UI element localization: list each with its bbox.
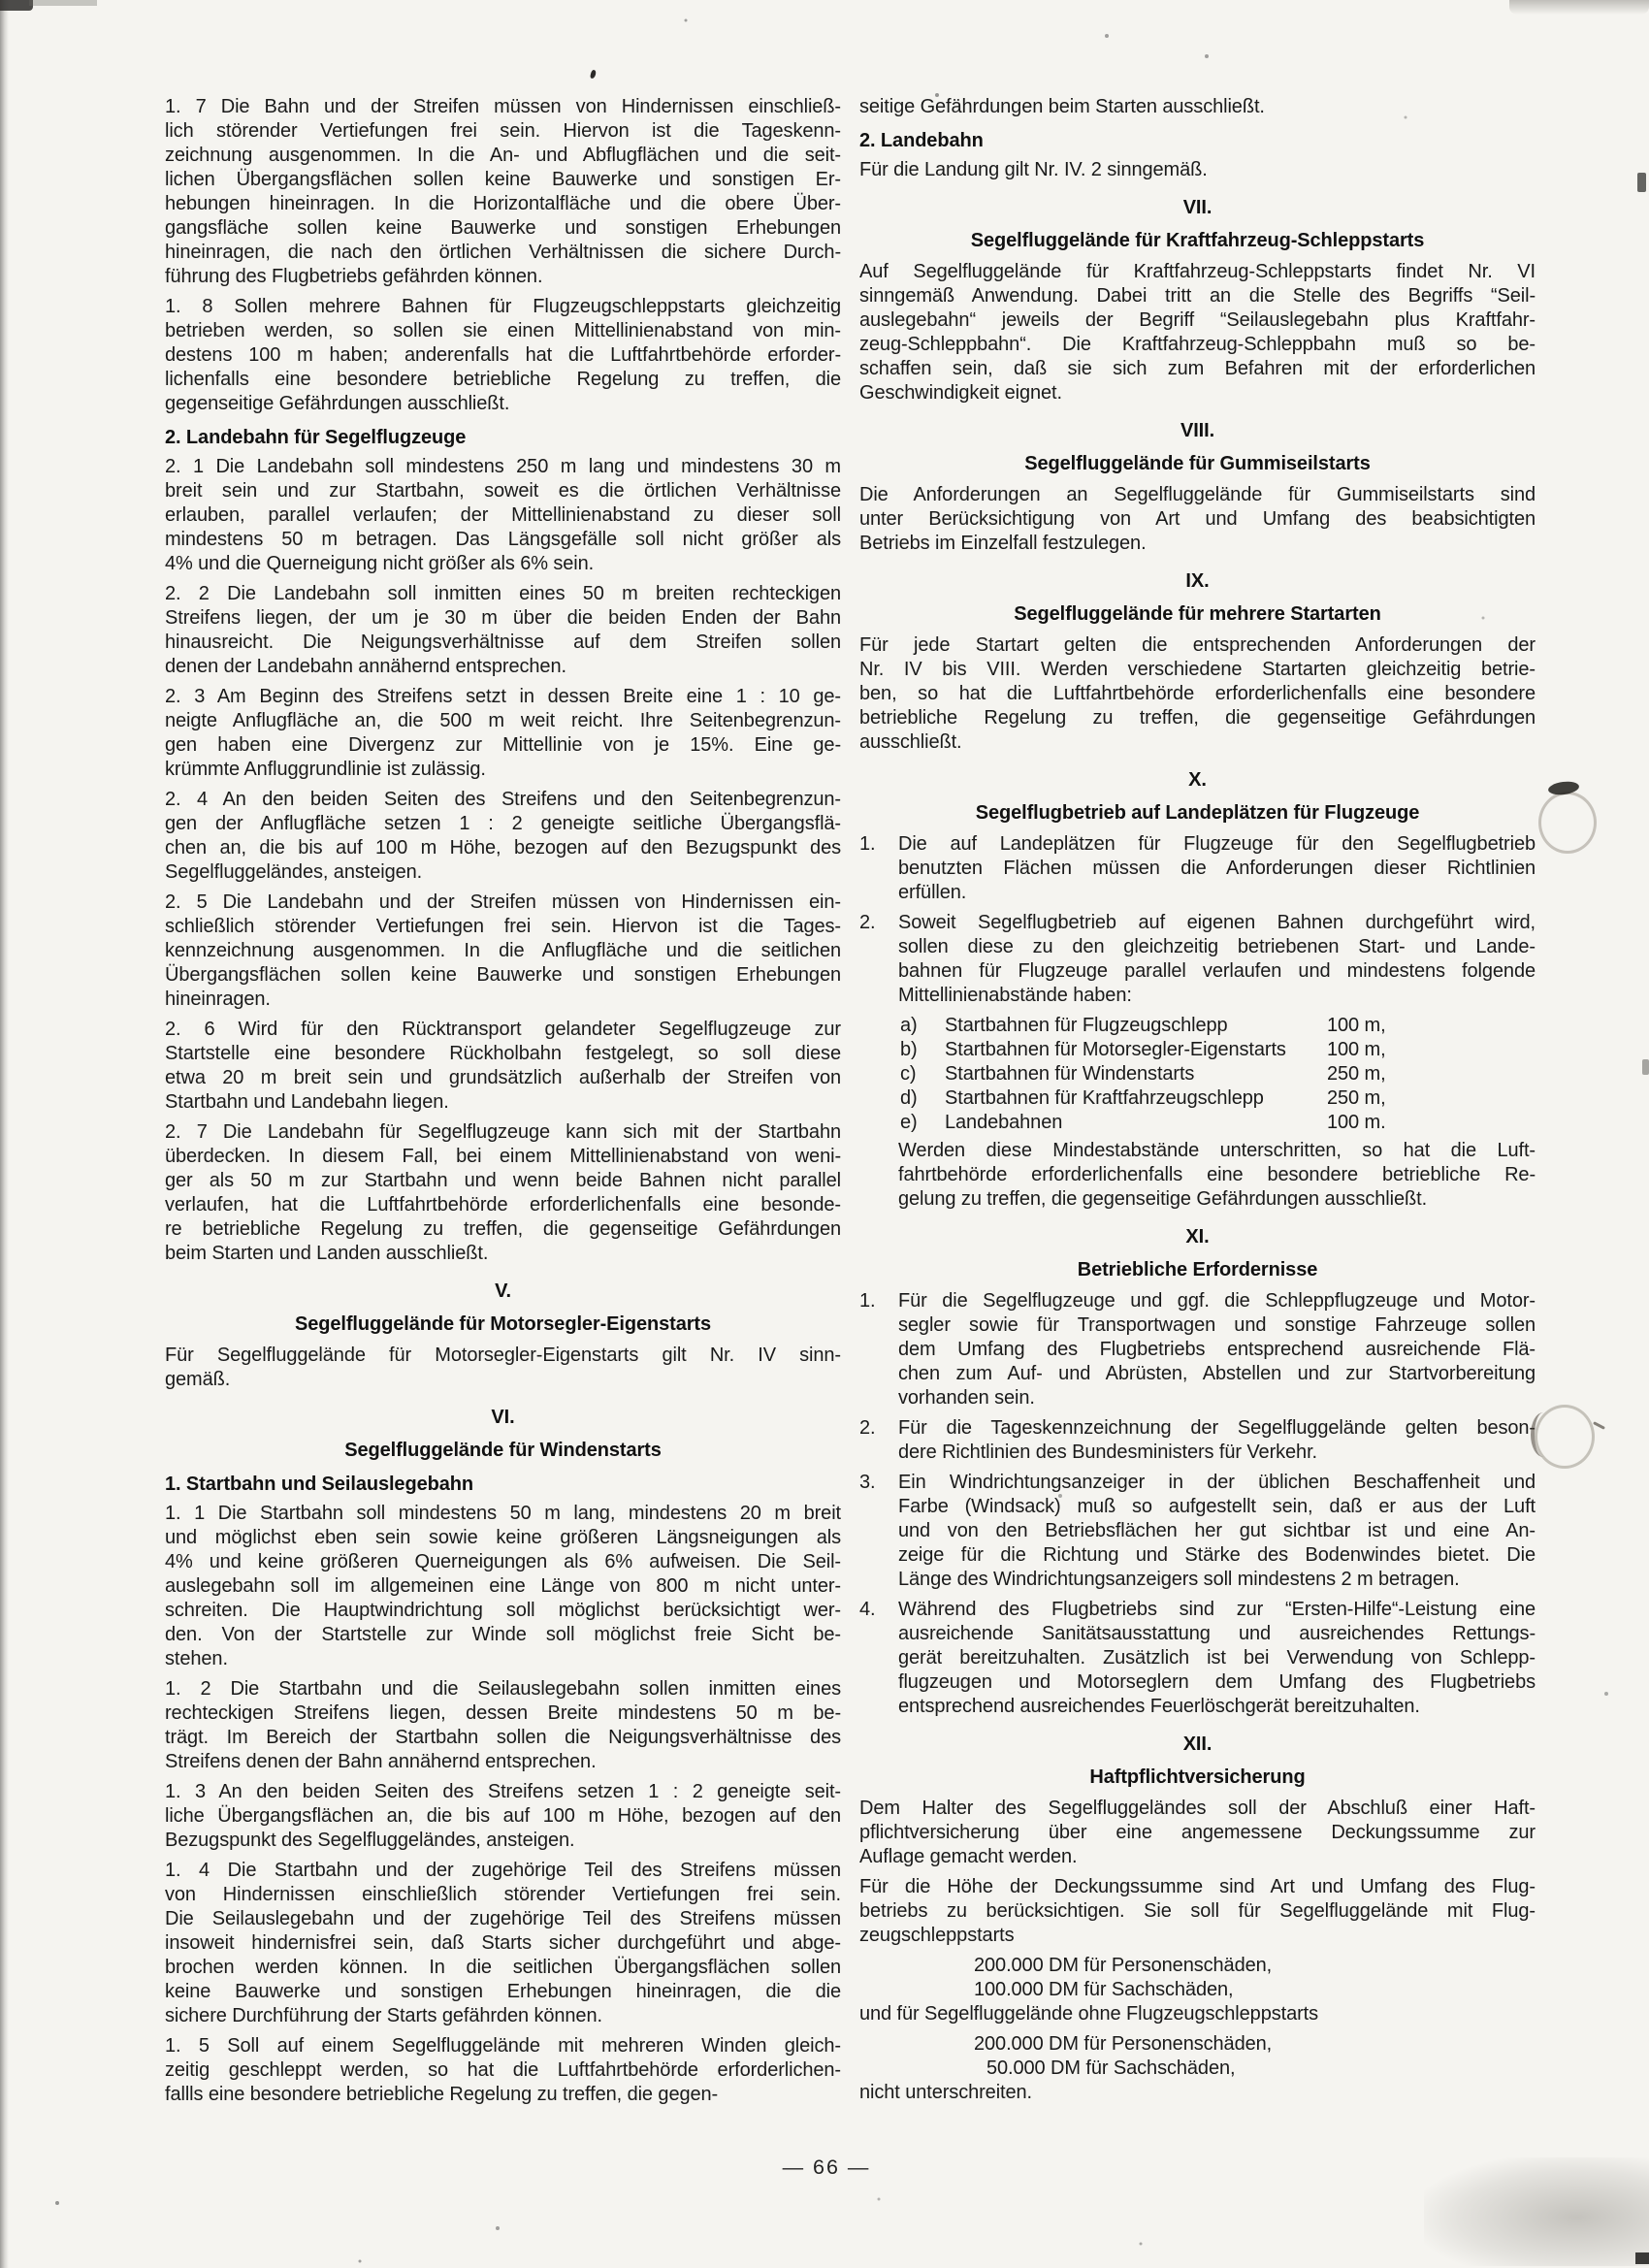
row-letter: a)	[900, 1015, 918, 1036]
item-number: 1.	[859, 833, 876, 855]
text-line: re betriebliche Regelung zu treffen, die gegenseitige Gefährdungen	[165, 1218, 841, 1240]
section-title: Segelfluggelände für mehrere Startarten	[1014, 603, 1381, 625]
scan-corner-top-left	[0, 0, 33, 11]
paragraph	[165, 295, 841, 416]
distance-table	[859, 1014, 1536, 1135]
section-heading	[859, 1733, 1536, 1790]
text-line: Für die Höhe der Deckungssumme sind Art und Umfang des Flug-	[859, 1876, 1536, 1897]
text-line: neigte Anflugfläche an, die 500 m weit reicht. Ihre Seitenbegrenzun-	[165, 710, 841, 731]
text-line: insoweit hindernisfrei sein, daß Starts sicher durchgeführt und abge-	[165, 1932, 841, 1954]
item-number: 2.	[859, 912, 876, 933]
text-line: kennzeichnung ausgenommen. In die Anflugfläche und die seitlichen	[165, 940, 841, 961]
amount-line: 50.000 DM für Sachschäden,	[986, 2057, 1236, 2079]
text-line: hinausreicht. Die Neigungsverhältnisse auf dem Streifen sollen	[165, 632, 841, 653]
row-value: 250 m,	[1327, 1063, 1386, 1085]
text-line: destens 100 m haben; anderenfalls hat die Luftfahrtbehörde erforder-	[165, 344, 841, 366]
text-line: auslegebahn“ jeweils der Begriff “Seilauslegebahn plus Kraftfahr-	[859, 309, 1536, 331]
text-line: zeugschleppstarts	[859, 1925, 1015, 1946]
text-line: ger als 50 m zur Startbahn und wenn beide Bahnen nicht parallel	[165, 1170, 841, 1191]
section-numeral: XII.	[1182, 1733, 1212, 1755]
paragraph	[165, 1344, 841, 1392]
text-line: hineinragen.	[165, 988, 271, 1010]
text-line: 2. 6 Wird für den Rücktransport gelandeter Segelflugzeuge zur	[165, 1019, 841, 1040]
section-numeral: V.	[495, 1280, 511, 1302]
text-line: erlauben, parallel verlaufen; der Mittellinienabstand zu dieser soll	[165, 504, 841, 526]
scan-noise-specks	[0, 0, 2, 2]
text-line: 2. 4 An den beiden Seiten des Streifens und den Seitenbegrenzun-	[165, 789, 841, 810]
section-title: Haftpflichtversicherung	[1089, 1766, 1306, 1788]
scan-edge-left	[0, 0, 9, 2268]
section-numeral: IX.	[1185, 570, 1210, 592]
text-line: Für jede Startart gelten die entsprechenden Anforderungen der	[859, 634, 1536, 656]
row-letter: e)	[900, 1112, 918, 1133]
text-line: sinngemäß Anwendung. Dabei tritt an die Stelle des Begriffs “Seil-	[859, 285, 1536, 307]
paragraph	[165, 582, 841, 679]
text-line: 1. 3 An den beiden Seiten des Streifens setzen 1 : 2 geneigte seit-	[165, 1781, 841, 1802]
numbered-item	[859, 911, 1536, 1008]
text-line: führung des Flugbetriebs gefährden können.	[165, 266, 543, 287]
text-line: krümmte Anfluggrundlinie ist zulässig.	[165, 759, 486, 780]
text-line: gelung zu treffen, die gegenseitige Gefährdungen ausschließt.	[898, 1188, 1428, 1210]
text-line: lichen Übergangsflächen sollen keine Bauwerke und sonstigen Er-	[165, 169, 841, 190]
item-number: 4.	[859, 1599, 876, 1620]
text-line: auslegebahn soll im allgemeinen eine Länge von 800 m nicht unter-	[165, 1575, 841, 1597]
paragraph	[859, 2002, 1536, 2026]
row-letter: b)	[900, 1039, 918, 1060]
item-number: 3.	[859, 1472, 876, 1493]
numbered-item	[859, 1139, 1536, 1212]
text-line: ausschließt.	[859, 731, 962, 753]
row-label: Startbahnen für Flugzeugschlepp	[945, 1015, 1228, 1036]
row-value: 100 m,	[1327, 1039, 1386, 1060]
text-line: Mittellinienabstände haben:	[898, 985, 1132, 1006]
text-line: breit sein und zur Startbahn, soweit es die örtlichen Verhältnisse	[165, 480, 841, 502]
paragraph	[165, 1677, 841, 1774]
text-line: Farbe (Windsack) muß so aufgestellt sein, daß er aus der Luft	[898, 1496, 1536, 1517]
text-line: unter Berücksichtigung von Art und Umfang des beabsichtigten	[859, 508, 1536, 530]
text-line: und für Segelfluggelände ohne Flugzeugschleppstarts	[859, 2003, 1319, 2025]
section-title: Betriebliche Erfordernisse	[1077, 1259, 1318, 1280]
right-column	[859, 95, 1536, 2111]
text-line: vorhanden sein.	[898, 1387, 1035, 1409]
text-line: Auf Segelfluggelände für Kraftfahrzeug-Schleppstarts findet Nr. VI	[859, 261, 1536, 282]
text-line: schreiten. Die Hauptwindrichtung soll möglichst berücksichtigt wer-	[165, 1600, 841, 1621]
section-title: Segelflugbetrieb auf Landeplätzen für Flugzeuge	[975, 802, 1420, 824]
text-line: den. Von der Startstelle zur Winde soll möglichst freie Sicht be-	[165, 1624, 841, 1645]
text-line: 4% und keine größeren Querneigungen als 6% aufweisen. Die Seil-	[165, 1551, 841, 1572]
scan-mark-right-edge	[1637, 173, 1646, 192]
section-numeral: VIII.	[1180, 420, 1215, 441]
left-column	[165, 95, 841, 2113]
scan-corner-bottom-right	[1635, 2252, 1649, 2264]
numbered-item	[859, 1289, 1536, 1410]
text-line: sollen diese zu den gleichzeitig betriebenen Start- und Lande-	[898, 936, 1536, 957]
text-line: gerät bereitzuhalten. Zusätzlich ist bei Verwendung von Schlepp-	[898, 1647, 1536, 1669]
text-line: 2. 7 Die Landebahn für Segelflugzeuge kann sich mit der Startbahn	[165, 1121, 841, 1143]
text-line: Für die Segelflugzeuge und ggf. die Schleppflugzeuge und Motor-	[898, 1290, 1536, 1312]
text-line: Segelfluggeländes, ansteigen.	[165, 861, 423, 883]
text-line: keine Bauwerke und sonstigen Erhebungen hineinragen, die die	[165, 1981, 841, 2002]
section-numeral: VI.	[491, 1407, 515, 1428]
scan-smudge-bottom-right	[1424, 2157, 1649, 2266]
text-line: liche Übergangsflächen an, die bis auf 100 m Höhe, bezogen auf den	[165, 1805, 841, 1827]
text-line: betriebs zu berücksichtigen. Sie soll für Segelfluggelände mit Flug-	[859, 1900, 1536, 1922]
paragraph	[859, 2081, 1536, 2105]
text-line: gen der Anflugfläche setzen 1 : 2 geneigte seitliche Übergangsflä-	[165, 813, 841, 834]
paragraph	[165, 455, 841, 576]
section-title: Segelfluggelände für Motorsegler-Eigenstarts	[294, 1313, 711, 1335]
text-line: denen der Landebahn annähernd entsprechen.	[165, 656, 566, 677]
text-line: Nr. IV bis VIII. Werden verschiedene Startarten gleichzeitig betrie-	[859, 659, 1536, 680]
text-line: 1. 4 Die Startbahn und der zugehörige Teil des Streifens müssen	[165, 1860, 841, 1881]
text-line: Dem Halter des Segelfluggeländes soll der Abschluß einer Haft-	[859, 1798, 1536, 1819]
text-line: Für Segelfluggelände für Motorsegler-Eigenstarts gilt Nr. IV sinn-	[165, 1345, 841, 1366]
text-line: Startbahn und Landebahn liegen.	[165, 1091, 449, 1113]
ink-speck	[590, 70, 597, 80]
text-line: beim Starten und Landen ausschließt.	[165, 1243, 489, 1264]
paragraph	[165, 1780, 841, 1853]
text-line: und möglichst eben sein sowie keine größeren Längsneigungen als	[165, 1527, 841, 1548]
text-line: lichenfalls eine besondere betriebliche Regelung zu treffen, die	[165, 369, 841, 390]
paragraph	[165, 1018, 841, 1115]
paragraph	[165, 891, 841, 1012]
text-line: mindestens 50 m betragen. Das Längsgefälle soll nicht größer als	[165, 529, 841, 550]
distance-row	[859, 1014, 1536, 1038]
text-line: Streifens denen der Bahn annähernd entsprechen.	[165, 1751, 597, 1772]
text-line: Streifens liegen, der um je 30 m über die beiden Enden der Bahn	[165, 607, 841, 629]
text-line: stehen.	[165, 1648, 228, 1669]
row-value: 250 m,	[1327, 1087, 1386, 1109]
paragraph	[859, 158, 1536, 182]
section-heading	[859, 768, 1536, 826]
text-line: betrieben werden, so sollen sie einen Mittellinienabstand von min-	[165, 320, 841, 341]
text-line: zeitig geschleppt werden, so hat die Luftfahrtbehörde erforderlichen-	[165, 2059, 841, 2081]
subheading: 2. Landebahn für Segelflugzeuge	[165, 427, 467, 448]
text-line: hebungen hineinragen. In die Horizontalfläche und die obere Über-	[165, 193, 841, 214]
text-line: 1. 5 Soll auf einem Segelfluggelände mit mehreren Winden gleich-	[165, 2035, 841, 2057]
text-line: erfüllen.	[898, 882, 967, 903]
text-line: fallls eine besondere betriebliche Regelung zu treffen, die gegen-	[165, 2084, 719, 2105]
paragraph	[859, 633, 1536, 755]
text-line: gen haben eine Divergenz zur Mittellinie von je 15%. Eine ge-	[165, 734, 841, 756]
text-line: pflichtversicherung über eine angemessene Deckungssumme zur	[859, 1822, 1536, 1843]
text-line: zeug-Schleppbahn“. Die Kraftfahrzeug-Schleppbahn muß so be-	[859, 334, 1536, 355]
scan-smudge-top-right	[1509, 0, 1649, 15]
text-line: seitige Gefährdungen beim Starten ausschließt.	[859, 96, 1265, 117]
text-line: segler sowie für Transportwagen und sonstige Fahrzeuge sollen	[898, 1314, 1536, 1336]
text-line: fahrtbehörde erforderlichenfalls eine besondere betriebliche Re-	[898, 1164, 1536, 1185]
text-line: chen an, die bis auf 100 m Höhe, bezogen auf den Bezugspunkt des	[165, 837, 841, 859]
paragraph	[859, 1797, 1536, 1869]
text-line: benutzten Flächen müssen die Anforderungen dieser Richtlinien	[898, 858, 1536, 879]
section-heading	[859, 419, 1536, 476]
text-line: Auflage gemacht werden.	[859, 1846, 1078, 1867]
text-line: ben, so hat die Luftfahrtbehörde erforderlichenfalls eine besondere	[859, 683, 1536, 704]
text-line: schaffen sein, daß sie sich zum Befahren mit der erforderlichen	[859, 358, 1536, 379]
text-line: 2. 3 Am Beginn des Streifens setzt in dessen Breite eine 1 : 10 ge-	[165, 686, 841, 707]
paragraph	[165, 685, 841, 782]
text-line: Übergangsflächen sollen keine Bauwerke und sonstigen Erhebungen	[165, 964, 841, 986]
distance-row	[859, 1111, 1536, 1135]
text-line: Die Anforderungen an Segelfluggelände für Gummiseilstarts sind	[859, 484, 1536, 505]
text-line: 2. 1 Die Landebahn soll mindestens 250 m lang und mindestens 30 m	[165, 456, 841, 477]
text-line: rechteckigen Streifens liegen, dessen Breite mindestens 50 m be-	[165, 1702, 841, 1724]
text-line: entsprechend ausreichendes Feuerlöschgerät bereitzuhalten.	[898, 1696, 1420, 1717]
row-label: Landebahnen	[945, 1112, 1063, 1133]
row-label: Startbahnen für Kraftfahrzeugschlepp	[945, 1087, 1264, 1109]
text-line: Werden diese Mindestabstände unterschritten, so hat die Luft-	[898, 1140, 1536, 1161]
paragraph	[859, 95, 1536, 119]
scan-smear-top-left	[29, 0, 97, 6]
text-line: ausreichende Sanitätsausstattung und ausreichendes Rettungs-	[898, 1623, 1536, 1644]
distance-row	[859, 1086, 1536, 1111]
text-line: Für die Landung gilt Nr. IV. 2 sinngemäß.	[859, 159, 1208, 180]
paragraph	[165, 788, 841, 885]
text-line: bahnen für Flugzeuge parallel verlaufen und mindestens folgende	[898, 960, 1536, 982]
distance-row	[859, 1062, 1536, 1086]
text-line: Startstelle eine besondere Rückholbahn festgelegt, so soll diese	[165, 1043, 841, 1064]
subheading: 2. Landebahn	[859, 130, 984, 151]
numbered-item	[859, 832, 1536, 905]
text-line: Ein Windrichtungsanzeiger in der üblichen Beschaffenheit und	[898, 1472, 1536, 1493]
pen-tick-mark	[1593, 1421, 1605, 1430]
text-line: Geschwindigkeit eignet.	[859, 382, 1062, 404]
text-line: Bezugspunkt des Segelfluggeländes, ansteigen.	[165, 1830, 575, 1851]
text-line: schließlich störender Vertiefungen frei sein. Hiervon ist die Tages-	[165, 916, 841, 937]
text-line: Während des Flugbetriebs sind zur “Ersten-Hilfe“-Leistung eine	[898, 1599, 1536, 1620]
paragraph	[859, 1875, 1536, 1948]
section-title: Segelfluggelände für Windenstarts	[344, 1440, 662, 1461]
text-line: 1. 8 Sollen mehrere Bahnen für Flugzeugschleppstarts gleichzeitig	[165, 296, 841, 317]
section-title: Segelfluggelände für Kraftfahrzeug-Schleppstarts	[970, 230, 1425, 251]
paragraph	[165, 1120, 841, 1266]
paragraph	[165, 95, 841, 289]
section-title: Segelfluggelände für Gummiseilstarts	[1024, 453, 1371, 474]
text-line: 1. 1 Die Startbahn soll mindestens 50 m lang, mindestens 20 m breit	[165, 1503, 841, 1524]
distance-row	[859, 1038, 1536, 1062]
item-number: 1.	[859, 1290, 876, 1312]
row-letter: d)	[900, 1087, 918, 1109]
text-line: zeige für die Richtung und Stärke des Bodenwindes bietet. Die	[898, 1544, 1536, 1566]
amount-line: 200.000 DM für Personenschäden,	[974, 1955, 1273, 1976]
text-line: verlaufen, hat die Luftfahrtbehörde erforderlichenfalls eine besonde-	[165, 1194, 841, 1215]
numbered-item	[859, 1471, 1536, 1592]
numbered-item	[859, 1598, 1536, 1719]
paragraph	[165, 2034, 841, 2107]
text-line: dem Umfang des Flugbetriebs entsprechend ausreichende Flä-	[898, 1339, 1536, 1360]
text-line: Für die Tageskennzeichnung der Segelfluggelände gelten beson-	[898, 1417, 1536, 1439]
amount-line: 200.000 DM für Personenschäden,	[974, 2033, 1273, 2055]
text-line: Länge des Windrichtungsanzeigers soll mindestens 2 m betragen.	[898, 1569, 1460, 1590]
text-line: Die auf Landeplätzen für Flugzeuge für den Segelflugbetrieb	[898, 833, 1536, 855]
section-heading	[165, 1406, 841, 1463]
text-line: von Hindernissen einschließlich störender Vertiefungen frei sein.	[165, 1884, 841, 1905]
text-line: lich störender Vertiefungen frei sein. Hiervon ist die Tageskenn-	[165, 120, 841, 142]
row-value: 100 m.	[1327, 1112, 1386, 1133]
text-line: 2. 2 Die Landebahn soll inmitten eines 50 m breiten rechteckigen	[165, 583, 841, 604]
ink-ring-stain	[1538, 792, 1597, 854]
text-line: Soweit Segelflugbetrieb auf eigenen Bahnen durchgeführt wird,	[898, 912, 1536, 933]
row-letter: c)	[900, 1063, 917, 1085]
section-heading	[859, 196, 1536, 253]
subheading: 1. Startbahn und Seilauslegebahn	[165, 1474, 473, 1495]
text-line: sichere Durchführung der Starts gefährden können.	[165, 2005, 602, 2026]
paragraph	[165, 1502, 841, 1671]
section-heading	[859, 1225, 1536, 1282]
text-line: 2. 5 Die Landebahn und der Streifen müssen von Hindernissen ein-	[165, 891, 841, 913]
text-line: gangsfläche sollen keine Bauwerke und sonstigen Erhebungen	[165, 217, 841, 239]
row-label: Startbahnen für Motorsegler-Eigenstarts	[945, 1039, 1286, 1060]
row-label: Startbahnen für Windenstarts	[945, 1063, 1195, 1085]
text-line: 4% und die Querneigung nicht größer als 6% sein.	[165, 553, 595, 574]
text-line: brochen werden können. In die seitlichen Übergangsflächen sollen	[165, 1957, 841, 1978]
text-line: hineinragen, die nach den örtlichen Verhältnissen die sichere Durch-	[165, 242, 841, 263]
text-line: flugzeugen und Motorseglern dem Umfang des Flugbetriebs	[898, 1671, 1536, 1693]
text-line: überdecken. In diesem Fall, bei einem Mittellinienabstand von weni-	[165, 1146, 841, 1167]
section-numeral: VII.	[1182, 197, 1212, 218]
amount-line: 100.000 DM für Sachschäden,	[974, 1979, 1234, 2000]
text-line: zeichnung ausgenommen. In die An- und Abflugflächen und die seit-	[165, 145, 841, 166]
text-line: nicht unterschreiten.	[859, 2082, 1032, 2103]
text-line: gemäß.	[165, 1369, 231, 1390]
text-line: dere Richtlinien des Bundesministers für Verkehr.	[898, 1442, 1317, 1463]
text-line: und von den Betriebsflächen her gut sichtbar ist und eine An-	[898, 1520, 1536, 1541]
text-line: Betriebs im Einzelfall festzulegen.	[859, 533, 1147, 554]
item-number: 2.	[859, 1417, 876, 1439]
text-line: gegenseitige Gefährdungen ausschließt.	[165, 393, 510, 414]
text-line: etwa 20 m breit sein und grundsätzlich außerhalb der Streifen von	[165, 1067, 841, 1088]
section-heading	[165, 1280, 841, 1337]
page-number: — 66 —	[782, 2155, 871, 2179]
ink-arc	[1531, 1412, 1556, 1457]
paragraph	[165, 1859, 841, 2028]
numbered-item	[859, 1416, 1536, 1465]
paragraph	[859, 483, 1536, 556]
text-line: trägt. Im Bereich der Startbahn sollen die Neigungsverhältnisse des	[165, 1727, 841, 1748]
paragraph	[859, 260, 1536, 405]
text-line: 1. 7 Die Bahn und der Streifen müssen von Hindernissen einschließ-	[165, 96, 841, 117]
section-numeral: X.	[1188, 769, 1207, 791]
row-value: 100 m,	[1327, 1015, 1386, 1036]
scan-mark-right-edge	[1642, 1059, 1649, 1075]
text-line: chen zum Auf- und Abrüsten, Abstellen und zur Startvorbereitung	[898, 1363, 1536, 1384]
text-line: Die Seilauslegebahn und der zugehörige Teil des Streifens müssen	[165, 1908, 841, 1929]
section-heading	[859, 569, 1536, 627]
text-line: 1. 2 Die Startbahn und die Seilauslegebahn sollen inmitten eines	[165, 1678, 841, 1700]
text-line: betriebliche Regelung zu treffen, die gegenseitige Gefährdungen	[859, 707, 1536, 729]
section-numeral: XI.	[1185, 1226, 1210, 1247]
